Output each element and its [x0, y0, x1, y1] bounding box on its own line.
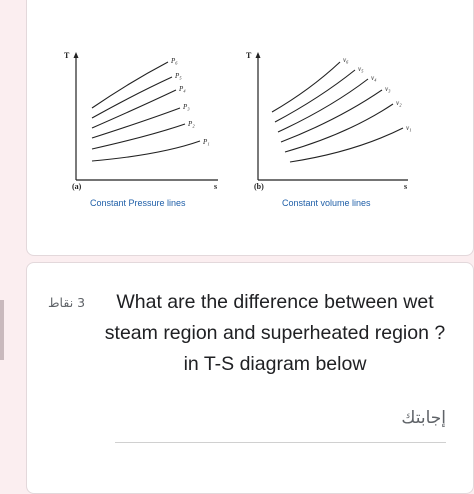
- panel-a-curve-label-4: P₃: [183, 103, 190, 111]
- card-accent-bar: [0, 300, 4, 360]
- panel-a-tag: (a): [72, 182, 82, 191]
- panel-a-curve-1: [92, 62, 168, 108]
- panel-b-curve-label-3: v₄: [371, 74, 377, 82]
- panel-a-y-arrow: [74, 52, 79, 58]
- panel-b-curve-label-2: v₅: [358, 65, 364, 73]
- panel-b-caption: Constant volume lines: [282, 198, 371, 208]
- panel-b-curve-5: [285, 104, 393, 152]
- panel-b-curve-label-1: v₆: [343, 56, 349, 64]
- panel-b-y-label: T: [246, 51, 252, 60]
- panel-b-tag: (b): [254, 182, 264, 191]
- answer-input[interactable]: إجابتك: [401, 408, 446, 428]
- panel-b-x-label: s: [404, 182, 408, 191]
- panel-a-curve-label-6: P₁: [203, 138, 210, 146]
- panel-a-curve-label-3: P₄: [179, 85, 186, 93]
- panel-b: [246, 51, 412, 208]
- panel-a-y-label: T: [64, 51, 70, 60]
- panel-b-y-arrow: [256, 52, 261, 58]
- panel-a-caption: Constant Pressure lines: [90, 198, 186, 208]
- question-title: What are the difference between wet steam region and superheated region ? in T-S diagram below: [104, 291, 446, 375]
- panel-a-curve-label-5: P₂: [188, 120, 195, 128]
- panel-b-curve-label-5: v₂: [396, 99, 402, 107]
- panel-a-curve-label-2: P₅: [175, 72, 182, 80]
- panel-a-x-label: s: [214, 182, 218, 191]
- panel-b-curve-label-4: v₃: [385, 85, 391, 93]
- question-points: 3 نقاط: [48, 295, 86, 310]
- panel-a-curve-6: [92, 141, 200, 161]
- panel-b-curve-4: [281, 90, 382, 142]
- answer-underline: [115, 442, 446, 443]
- panel-a-curve-label-1: P₆: [171, 57, 178, 65]
- panel-a-curve-4: [92, 108, 180, 138]
- panel-a: [64, 51, 218, 208]
- panel-a-curve-5: [92, 124, 185, 149]
- panel-b-curve-label-6: v₁: [406, 124, 412, 132]
